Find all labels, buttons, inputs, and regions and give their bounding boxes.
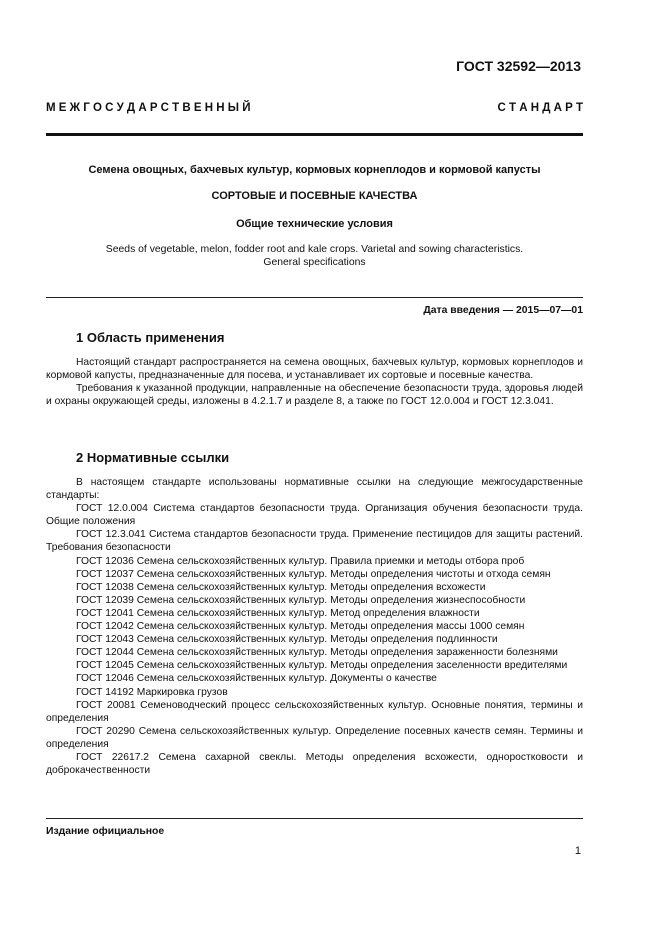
reference-item: ГОСТ 12046 Семена сельскохозяйственных культур. Документы о качестве bbox=[76, 673, 437, 685]
reference-item: ГОСТ 12044 Семена сельскохозяйственных культур. Методы определения зараженности болезнями bbox=[76, 647, 558, 659]
reference-item: ГОСТ 12.3.041 Система стандартов безопасности труда. Применение пестицидов для защиты растений. Требования безопасности bbox=[46, 529, 583, 554]
reference-item: ГОСТ 14192 Маркировка грузов bbox=[76, 686, 228, 698]
reference-item: ГОСТ 12042 Семена сельскохозяйственных культур. Методы определения массы 1000 семян bbox=[76, 621, 525, 633]
title-caps: СОРТОВЫЕ И ПОСЕВНЫЕ КАЧЕСТВА bbox=[211, 190, 418, 202]
standard-code: ГОСТ 32592—2013 bbox=[456, 58, 581, 74]
footer-rule bbox=[46, 818, 583, 819]
reference-item: ГОСТ 12041 Семена сельскохозяйственных культур. Метод определения влажности bbox=[76, 607, 480, 619]
reference-item: ГОСТ 20081 Семеноводческий процесс сельскохозяйственных культур. Основные понятия, термины и определения bbox=[46, 699, 583, 724]
reference-item: ГОСТ 22617.2 Семена сахарной свеклы. Методы определения всхожести, одноростковости и доброкачественности bbox=[46, 751, 583, 777]
title-rule bbox=[46, 297, 583, 298]
section-heading-references: 2 Нормативные ссылки bbox=[76, 450, 230, 465]
official-edition-label: Издание официальное bbox=[46, 826, 165, 837]
banner-word-interstate: М Е Ж Г О С У Д А Р С Т В Е Н Н Ы Й bbox=[46, 102, 251, 114]
reference-item: ГОСТ 12037 Семена сельскохозяйственных культур. Методы определения чистоты и отхода семян bbox=[76, 568, 551, 580]
section-body-references bbox=[46, 476, 583, 777]
reference-item: ГОСТ 12038 Семена сельскохозяйственных культур. Методы определения всхожести bbox=[76, 581, 486, 593]
paragraph: В настоящем стандарте использованы нормативные ссылки на следующие межгосударственные стандарты: bbox=[46, 477, 583, 502]
reference-item: ГОСТ 12039 Семена сельскохозяйственных культур. Методы определения жизнеспособности bbox=[76, 594, 526, 606]
page-number: 1 bbox=[574, 845, 581, 857]
title-english-line-2: General specifications bbox=[263, 257, 366, 268]
title-subtitle: Общие технические условия bbox=[236, 218, 393, 230]
reference-item: ГОСТ 12.0.004 Система стандартов безопасности труда. Организация обучения безопасности труда. Общие положения bbox=[46, 503, 583, 528]
reference-item: ГОСТ 12043 Семена сельскохозяйственных культур. Методы определения подлинности bbox=[76, 634, 498, 646]
banner-word-standard: С Т А Н Д А Р Т bbox=[497, 102, 583, 114]
title-english-line-1: Seeds of vegetable, melon, fodder root and kale crops. Varietal and sowing characteristics. bbox=[105, 244, 524, 255]
reference-item: ГОСТ 20290 Семена сельскохозяйственных культур. Определение посевных качеств семян. Термины и определения bbox=[46, 725, 583, 750]
standard-banner bbox=[46, 101, 583, 115]
reference-item: ГОСТ 12036 Семена сельскохозяйственных культур. Правила приемки и методы отбора проб bbox=[76, 555, 525, 567]
title-english bbox=[46, 243, 583, 269]
introduction-date: Дата введения — 2015—07—01 bbox=[423, 305, 583, 316]
paragraph: Настоящий стандарт распространяется на семена овощных, бахчевых культур, кормовых корнеплодов и кормовой капусты, предназначенные для посева, и устанавливает их сортовые и посевные качества. bbox=[46, 357, 583, 382]
section-body-scope bbox=[46, 356, 583, 408]
reference-item: ГОСТ 12045 Семена сельскохозяйственных культур. Методы определения заселенности вредителями bbox=[76, 660, 568, 672]
section-heading-scope: 1 Область применения bbox=[76, 330, 225, 345]
paragraph: Требования к указанной продукции, направленные на обеспечение безопасности труда, здоровья людей и охраны окружающей среды, изложены в 4.2.1.7 и разделе 8, а также по ГОСТ 12.0.004 и ГОСТ 12.3.041. bbox=[46, 383, 583, 408]
title-main: Семена овощных, бахчевых культур, кормовых корнеплодов и кормовой капусты bbox=[88, 164, 541, 176]
header-rule bbox=[46, 133, 583, 136]
